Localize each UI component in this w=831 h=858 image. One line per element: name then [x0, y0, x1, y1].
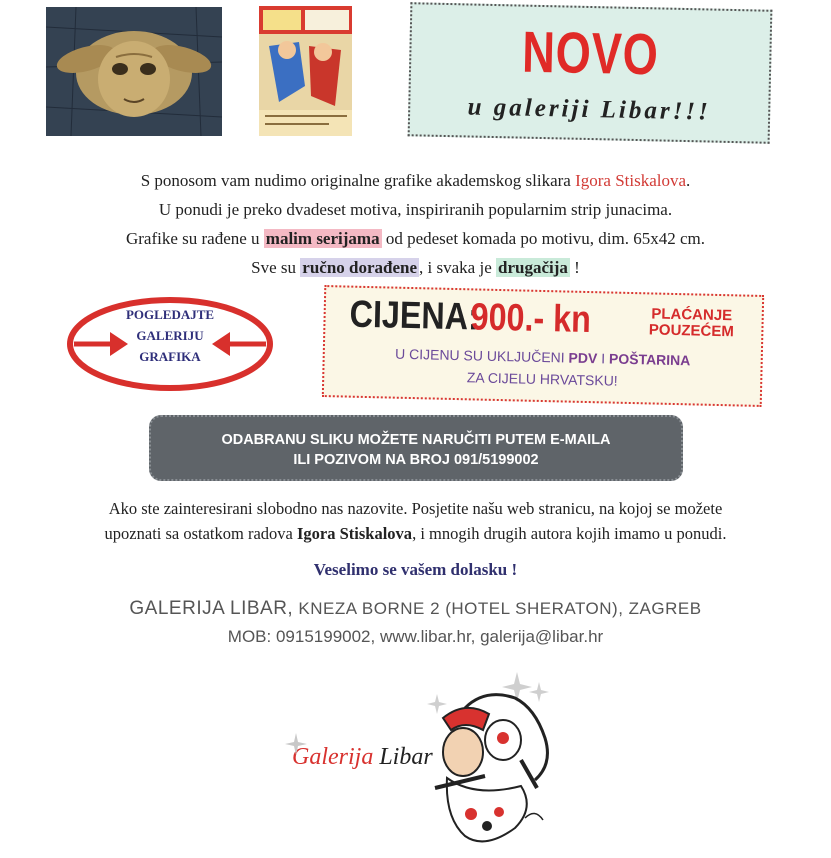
intro-line-2: U ponudi je preko dvadeset motiva, inspiriranih popularnim strip junacima. [158, 200, 673, 219]
interest-line-2: upoznati sa ostatkom radova Igora Stiskalova, i mnogih drugih autora kojih imamo u ponudi. [104, 524, 727, 543]
highlight-hand-finished: ručno dorađene [302, 258, 418, 277]
novo-announcement-box [408, 2, 773, 144]
yoda-artwork-image [46, 7, 222, 136]
highlight-small-series: malim serijama [265, 229, 380, 248]
order-info-bar [149, 415, 683, 481]
highlight-unique: drugačija [498, 258, 568, 277]
pdv-label: PDV [568, 349, 598, 367]
price-includes-note: U CIJENU SU UKLJUČENI PDV I POŠTARINA ZA CIJELU HRVATSKU! [394, 345, 691, 389]
oval-line-3: GRAFIKA [139, 349, 201, 364]
gallery-contact: MOB: 0915199002, www.libar.hr, galerija@libar.hr [227, 627, 604, 646]
view-gallery-button[interactable] [66, 296, 274, 392]
price-label: CIJENA: [349, 293, 480, 339]
sparkle-icon [285, 733, 307, 755]
intro-line-3: Grafike su rađene u malim serijama od pedeset komada po motivu, dim. 65x42 cm. [125, 229, 706, 248]
price-box [322, 285, 764, 407]
novo-title: NOVO [521, 19, 660, 88]
price-value: 900.- kn [470, 296, 592, 342]
intro-paragraph [0, 166, 831, 282]
oval-line-1: POGLEDAJTE [125, 307, 215, 322]
interest-line-1: Ako ste zainteresirani slobodno nas nazovite. Posjetite našu web stranicu, na kojoj se možete [108, 499, 723, 518]
intro-line-1: S ponosom vam nudimo originalne grafike akademskog slikara Igora Stiskalova. [140, 171, 691, 190]
postage-label: POŠTARINA [608, 350, 691, 369]
gallery-address: GALERIJA LIBAR, KNEZA BORNE 2 (HOTEL SHERATON), ZAGREB [129, 598, 702, 619]
jester-mascot-logo [425, 668, 560, 853]
galerija-libar-logo-text: Galerija Libar [292, 744, 433, 770]
intro-line-4: Sve su ručno dorađene , i svaka je drugačija ! [251, 258, 580, 277]
superman-comic-image [259, 6, 352, 136]
order-line-1: ODABRANU SLIKU MOŽETE NARUČITI PUTEM E-MAILA [221, 432, 611, 448]
interest-paragraph [0, 496, 831, 546]
artist-name-bold: Igora Stiskalova [297, 524, 413, 543]
novo-subtitle: u galeriji Libar!!! [467, 93, 712, 126]
gallery-name: GALERIJA LIBAR, [129, 598, 294, 619]
welcome-message: Veselimo se vašem dolasku ! [313, 560, 518, 579]
oval-line-2: GALERIJU [136, 328, 204, 343]
artist-name: Igora Stiskalova [575, 171, 687, 190]
order-line-2: ILI POZIVOM NA BROJ 091/5199002 [293, 452, 539, 468]
payment-on-delivery: PLAĆANJE POUZEĆEM [648, 305, 735, 341]
